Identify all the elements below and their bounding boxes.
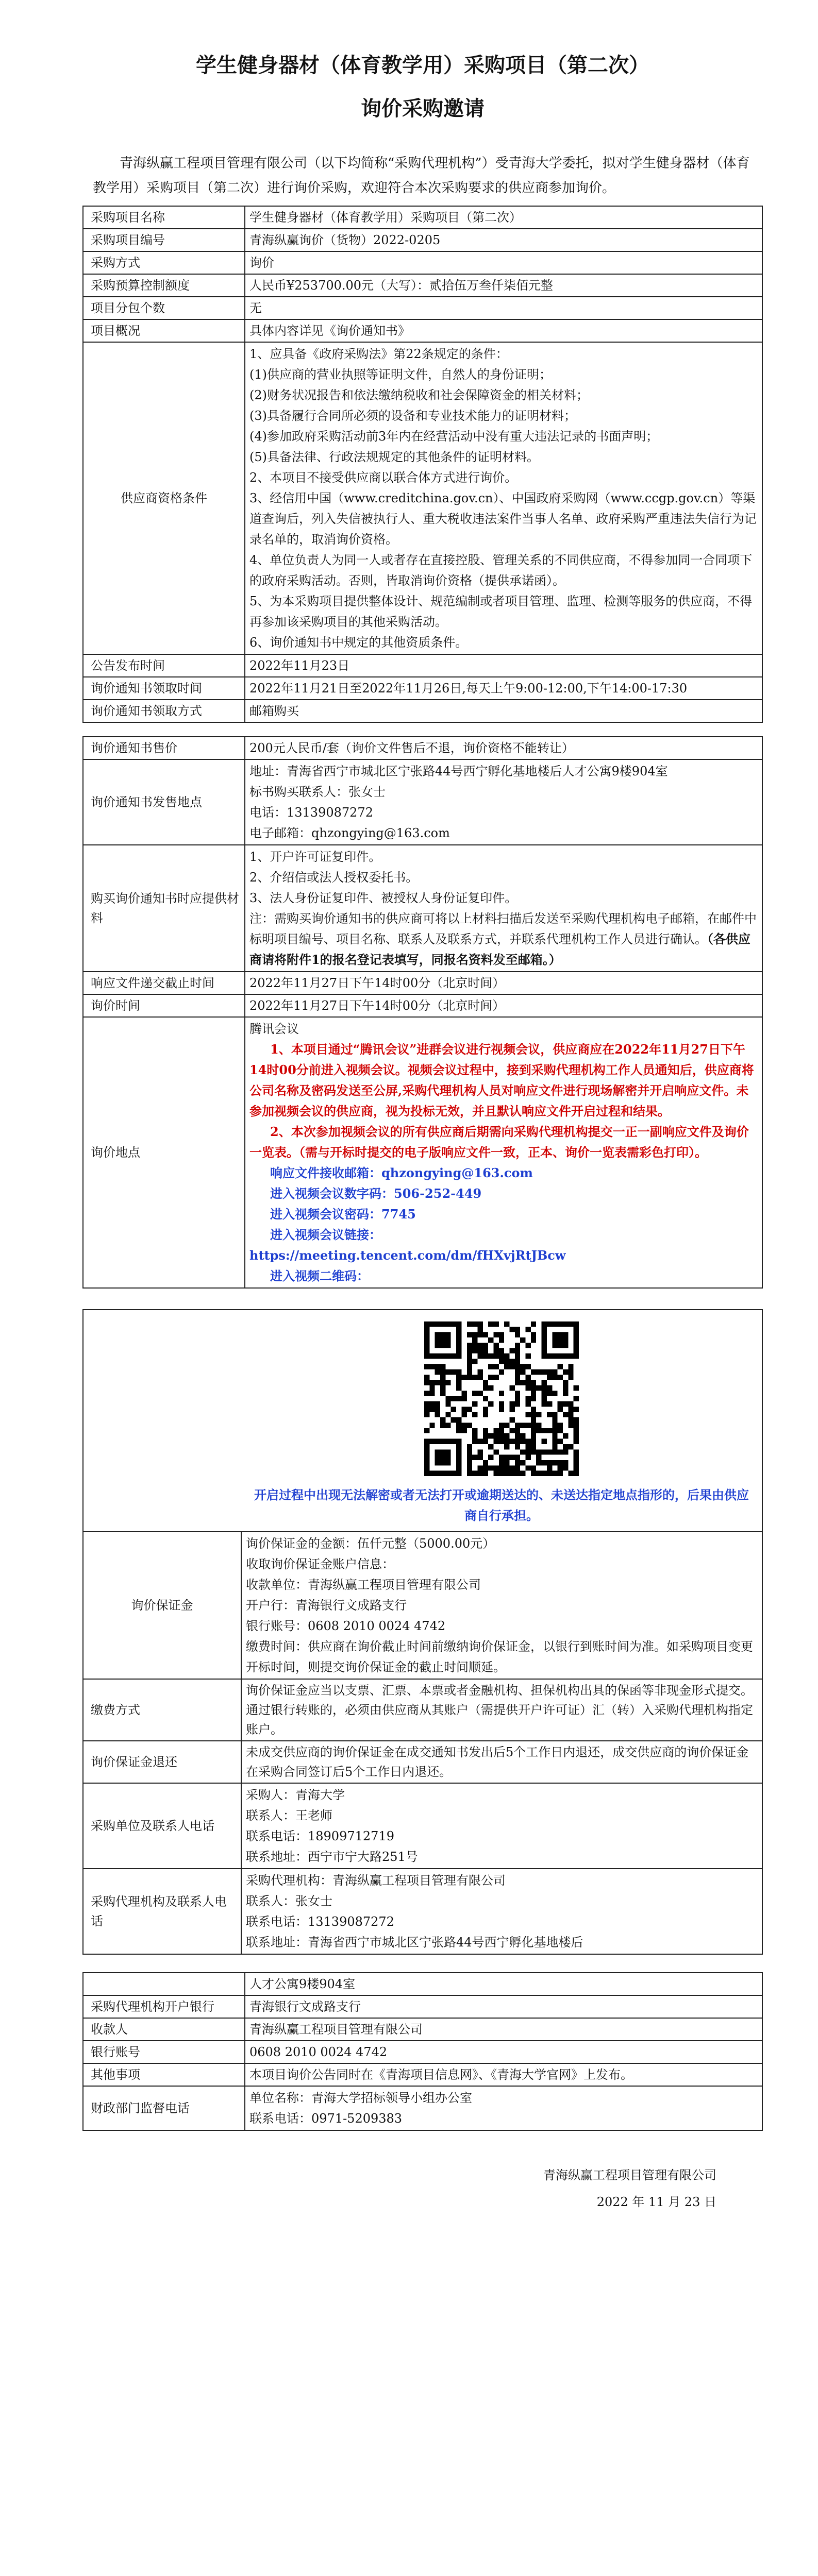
row-label: 响应文件递交截止时间 bbox=[83, 972, 245, 994]
row-value: 本项目询价公告同时在《青海项目信息网》、《青海大学官网》上发布。 bbox=[245, 2063, 762, 2086]
row-value bbox=[241, 1532, 762, 1679]
purchaser-line: 联系人：王老师 bbox=[246, 1808, 332, 1823]
material-note bbox=[249, 908, 758, 970]
meeting-number: 进入视频会议数字码：506-252-449 bbox=[270, 1186, 482, 1201]
row-value: 2022年11月27日下午14时00分（北京时间） bbox=[245, 994, 762, 1017]
table-row bbox=[83, 1679, 762, 1741]
row-label: 询价保证金 bbox=[83, 1532, 241, 1679]
row-value: 无 bbox=[245, 297, 762, 319]
qualification-line: 6、询价通知书中规定的其他资质条件。 bbox=[249, 635, 468, 650]
row-value: 200元人民币/套（询价文件售后不退，询价资格不能转让） bbox=[245, 737, 762, 759]
row-value bbox=[245, 2086, 762, 2130]
qualification-line: (1)供应商的营业执照等证明文件，自然人的身份证明； bbox=[249, 367, 552, 382]
table-row bbox=[83, 229, 762, 251]
row-label: 收款人 bbox=[83, 2018, 245, 2041]
row-label: 询价通知书领取时间 bbox=[83, 677, 245, 700]
row-value: 询价保证金应当以支票、汇票、本票或者金融机构、担保机构出具的保函等非现金形式提交。通过银行转账的，必须由供应商从其账户（需提供开户许可证）汇（转）入采购代理机构指定账户。 bbox=[241, 1679, 762, 1741]
deposit-line: 收款单位：青海纵赢工程项目管理有限公司 bbox=[246, 1578, 481, 1592]
qualification-line: (4)参加政府采购活动前3年内在经营活动中没有重大违法记录的书面声明； bbox=[249, 429, 659, 444]
qr-spacer bbox=[83, 1310, 241, 1532]
meeting-note-1: 1、本项目通过“腾讯会议”进群会议进行视频会议，供应商应在2022年11月27日下午14时00分前进入视频会议。视频会议过程中，接到采购代理机构工作人员通知后，供应商将公司名称及密码发送至公屏,采购代理机构人员对响应文件进行现场解密并开启响应文件。未参加视频会议的供应商，视为投标无效，并且默认响应文件开启过程和结果。 bbox=[249, 1042, 754, 1118]
info-table-4 bbox=[82, 1972, 763, 2131]
material-note-text: 注：需购买询价通知书的供应商可将以上材料扫描后发送至采购代理机构电子邮箱，在邮件中标明项目编号、项目名称、联系人及联系方式，并联系代理机构工作人员进行确认。 bbox=[249, 911, 757, 946]
row-label: 缴费方式 bbox=[83, 1679, 241, 1741]
document bbox=[82, 49, 763, 2215]
row-label: 采购预算控制额度 bbox=[83, 274, 245, 297]
table-row bbox=[83, 319, 762, 342]
agency-line: 联系人：张女士 bbox=[246, 1894, 332, 1908]
qualification-line: (3)具备履行合同所必须的设备和专业技术能力的证明材料； bbox=[249, 409, 576, 423]
table-row bbox=[83, 972, 762, 994]
row-label: 采购项目编号 bbox=[83, 229, 245, 251]
table-row bbox=[83, 677, 762, 700]
table-row bbox=[83, 1783, 762, 1869]
purchaser-line: 采购人：青海大学 bbox=[246, 1788, 345, 1802]
agency-line: 联系电话：13139087272 bbox=[246, 1914, 394, 1929]
table-row bbox=[83, 700, 762, 722]
intro-paragraph: 青海纵赢工程项目管理有限公司（以下均简称“采购代理机构”）受青海大学委托，拟对学生健身器材（体育教学用）采购项目（第二次）进行询价采购，欢迎符合本次采购要求的供应商参加询价。 bbox=[93, 156, 750, 196]
row-value: 青海银行文成路支行 bbox=[245, 1995, 762, 2018]
row-label: 其他事项 bbox=[83, 2063, 245, 2086]
row-label: 采购方式 bbox=[83, 251, 245, 274]
table-row bbox=[83, 2086, 762, 2130]
meeting-method: 腾讯会议 bbox=[249, 1022, 299, 1036]
signature-date: 2022 年 11 月 23 日 bbox=[596, 2195, 716, 2209]
row-label: 询价通知书领取方式 bbox=[83, 700, 245, 722]
meeting-qr-label: 进入视频二维码： bbox=[270, 1268, 369, 1283]
meeting-password: 进入视频会议密码：7745 bbox=[270, 1207, 416, 1222]
row-value: 未成交供应商的询价保证金在成交通知书发出后5个工作日内退还，成交供应商的询价保证金在采购合同签订后5个工作日内退还。 bbox=[241, 1741, 762, 1783]
row-label: 购买询价通知书时应提供材料 bbox=[83, 845, 245, 972]
contact-line: 标书购买联系人：张女士 bbox=[249, 785, 386, 799]
table-row bbox=[83, 1741, 762, 1783]
table-row bbox=[83, 2041, 762, 2063]
table-row bbox=[83, 1869, 762, 1954]
address-line: 地址：青海省西宁市城北区宁张路44号西宁孵化基地楼后人才公寓9楼904室 bbox=[249, 764, 668, 778]
table-row bbox=[83, 1532, 762, 1679]
row-value: 学生健身器材（体育教学用）采购项目（第二次） bbox=[245, 206, 762, 229]
row-value: 询价 bbox=[245, 251, 762, 274]
row-label: 采购代理机构开户银行 bbox=[83, 1995, 245, 2018]
info-table-2 bbox=[82, 736, 763, 1289]
row-label: 询价地点 bbox=[83, 1017, 245, 1288]
qualification-line: 5、为本采购项目提供整体设计、规范编制或者项目管理、监理、检测等服务的供应商，不得再参加该采购项目的其他采购活动。 bbox=[249, 594, 753, 629]
material-line: 2、介绍信或法人授权委托书。 bbox=[249, 870, 419, 885]
row-value: 具体内容详见《询价通知书》 bbox=[245, 319, 762, 342]
row-value bbox=[245, 845, 762, 972]
row-value: 2022年11月23日 bbox=[245, 654, 762, 677]
meeting-link-label: 进入视频会议链接： bbox=[270, 1227, 381, 1242]
row-label: 采购代理机构及联系人电话 bbox=[83, 1869, 241, 1954]
table-row bbox=[83, 737, 762, 759]
row-value: 人民币¥253700.00元（大写）：贰拾伍万叁仟柒佰元整 bbox=[245, 274, 762, 297]
row-label: 银行账号 bbox=[83, 2041, 245, 2063]
deposit-line: 收取询价保证金账户信息： bbox=[246, 1557, 394, 1571]
row-value bbox=[241, 1783, 762, 1869]
material-line: 1、开户许可证复印件。 bbox=[249, 850, 381, 864]
qualification-line: 1、应具备《政府采购法》第22条规定的条件： bbox=[249, 347, 508, 361]
row-value: 人才公寓9楼904室 bbox=[245, 1973, 762, 1995]
row-label: 财政部门监督电话 bbox=[83, 2086, 245, 2130]
row-label: 项目分包个数 bbox=[83, 297, 245, 319]
table-row bbox=[83, 654, 762, 677]
row-value: 青海纵赢工程项目管理有限公司 bbox=[245, 2018, 762, 2041]
row-label: 项目概况 bbox=[83, 319, 245, 342]
row-value bbox=[245, 1017, 762, 1288]
qr-row bbox=[83, 1310, 762, 1532]
meeting-qr-code-icon[interactable] bbox=[424, 1321, 579, 1476]
qualification-line: 2、本项目不接受供应商以联合体方式进行询价。 bbox=[249, 470, 517, 485]
qualification-line: 4、单位负责人为同一人或者存在直接控股、管理关系的不同供应商，不得参加同一合同项下的政府采购活动。否则，皆取消询价资格（提供承诺函）。 bbox=[249, 553, 753, 588]
purchaser-line: 联系地址：西宁市宁大路251号 bbox=[246, 1850, 418, 1864]
qr-note: 开启过程中出现无法解密或者无法打开或逾期送达的、未送达指定地点指形的，后果由供应商自行承担。 bbox=[254, 1487, 749, 1523]
signature-company: 青海纵赢工程项目管理有限公司 bbox=[543, 2168, 716, 2182]
row-label: 询价保证金退还 bbox=[83, 1741, 241, 1783]
qr-wrap bbox=[245, 1311, 758, 1485]
document-subtitle: 询价采购邀请 bbox=[361, 96, 485, 121]
info-table-3 bbox=[82, 1309, 763, 1955]
table-row bbox=[83, 1973, 762, 1995]
table-row bbox=[83, 206, 762, 229]
row-label: 公告发布时间 bbox=[83, 654, 245, 677]
meeting-link[interactable]: https://meeting.tencent.com/dm/fHXvjRtJBcw bbox=[249, 1248, 566, 1263]
row-value: 0608 2010 0024 4742 bbox=[245, 2041, 762, 2063]
phone-line: 电话：13139087272 bbox=[249, 805, 373, 820]
document-title: 学生健身器材（体育教学用）采购项目（第二次） bbox=[196, 53, 649, 77]
material-note-bold: （各供应商请将附件1的报名登记表填写，同报名资料发至邮箱。） bbox=[249, 931, 750, 967]
row-value bbox=[245, 759, 762, 845]
email-line: 电子邮箱：qhzongying@163.com bbox=[249, 826, 450, 840]
agency-line: 采购代理机构：青海纵赢工程项目管理有限公司 bbox=[246, 1873, 506, 1888]
qualification-line: 3、经信用中国（www.creditchina.gov.cn）、中国政府采购网（www.ccgp.gov.cn）等渠道查询后，列入失信被执行人、重大税收违法案件当事人名单、政府采购严重违法失信行为记录名单的，取消询价资格。 bbox=[249, 491, 757, 547]
table-row bbox=[83, 1995, 762, 2018]
qualification-line: (5)具备法律、行政法规规定的其他条件的证明材料。 bbox=[249, 450, 539, 464]
deposit-line: 开户行：青海银行文成路支行 bbox=[246, 1598, 407, 1613]
supervisor-line: 联系电话：0971-5209383 bbox=[249, 2111, 403, 2126]
table-row bbox=[83, 994, 762, 1017]
row-label: 采购单位及联系人电话 bbox=[83, 1783, 241, 1869]
qualification-lines bbox=[245, 342, 762, 654]
row-label: 询价时间 bbox=[83, 994, 245, 1017]
supervisor-line: 单位名称：青海大学招标领导小组办公室 bbox=[249, 2091, 472, 2105]
table-row bbox=[83, 297, 762, 319]
qualification-section bbox=[83, 342, 762, 654]
row-label: 询价通知书发售地点 bbox=[83, 759, 245, 845]
row-value bbox=[241, 1869, 762, 1954]
signature-block bbox=[82, 2162, 763, 2215]
row-label: 供应商资格条件 bbox=[83, 342, 245, 654]
row-value: 2022年11月21日至2022年11月26日,每天上午9:00-12:00,下午14:00-17:30 bbox=[245, 677, 762, 700]
table-row bbox=[83, 759, 762, 845]
row-label bbox=[83, 1973, 245, 1995]
deposit-line: 银行账号：0608 2010 0024 4742 bbox=[246, 1619, 446, 1633]
qr-cell bbox=[241, 1310, 762, 1532]
material-line: 3、法人身份证复印件、被授权人身份证复印件。 bbox=[249, 891, 517, 905]
agency-line: 联系地址：青海省西宁市城北区宁张路44号西宁孵化基地楼后 bbox=[246, 1935, 583, 1950]
table-row bbox=[83, 274, 762, 297]
row-value: 邮箱购买 bbox=[245, 700, 762, 722]
info-table-1-body bbox=[83, 206, 762, 342]
table-row bbox=[83, 342, 762, 654]
deposit-line: 缴费时间：供应商在询价截止时间前缴纳询价保证金，以银行到账时间为准。如采购项目变更开标时间，则提交询价保证金的截止时间顺延。 bbox=[246, 1639, 753, 1674]
table-row bbox=[83, 251, 762, 274]
row-value: 2022年11月27日下午14时00分（北京时间） bbox=[245, 972, 762, 994]
qualification-line: (2)财务状况报告和依法缴纳税收和社会保障资金的相关材料； bbox=[249, 388, 589, 402]
table-row bbox=[83, 845, 762, 972]
row-label: 询价通知书售价 bbox=[83, 737, 245, 759]
info-table-1 bbox=[82, 206, 763, 723]
purchaser-line: 联系电话：18909712719 bbox=[246, 1829, 394, 1843]
info-table-1b-body bbox=[83, 654, 762, 722]
response-email: 响应文件接收邮箱：qhzongying@163.com bbox=[270, 1165, 533, 1180]
deposit-line: 询价保证金的金额：伍仟元整（5000.00元） bbox=[246, 1536, 495, 1551]
table-row bbox=[83, 2018, 762, 2041]
meeting-note-2: 2、本次参加视频会议的所有供应商后期需向采购代理机构提交一正一副响应文件及询价一览表。（需与开标时提交的电子版响应文件一致，正本、询价一览表需彩色打印）。 bbox=[249, 1124, 749, 1160]
row-value: 青海纵赢询价（货物）2022-0205 bbox=[245, 229, 762, 251]
table-row bbox=[83, 1017, 762, 1288]
table-row bbox=[83, 2063, 762, 2086]
row-label: 采购项目名称 bbox=[83, 206, 245, 229]
